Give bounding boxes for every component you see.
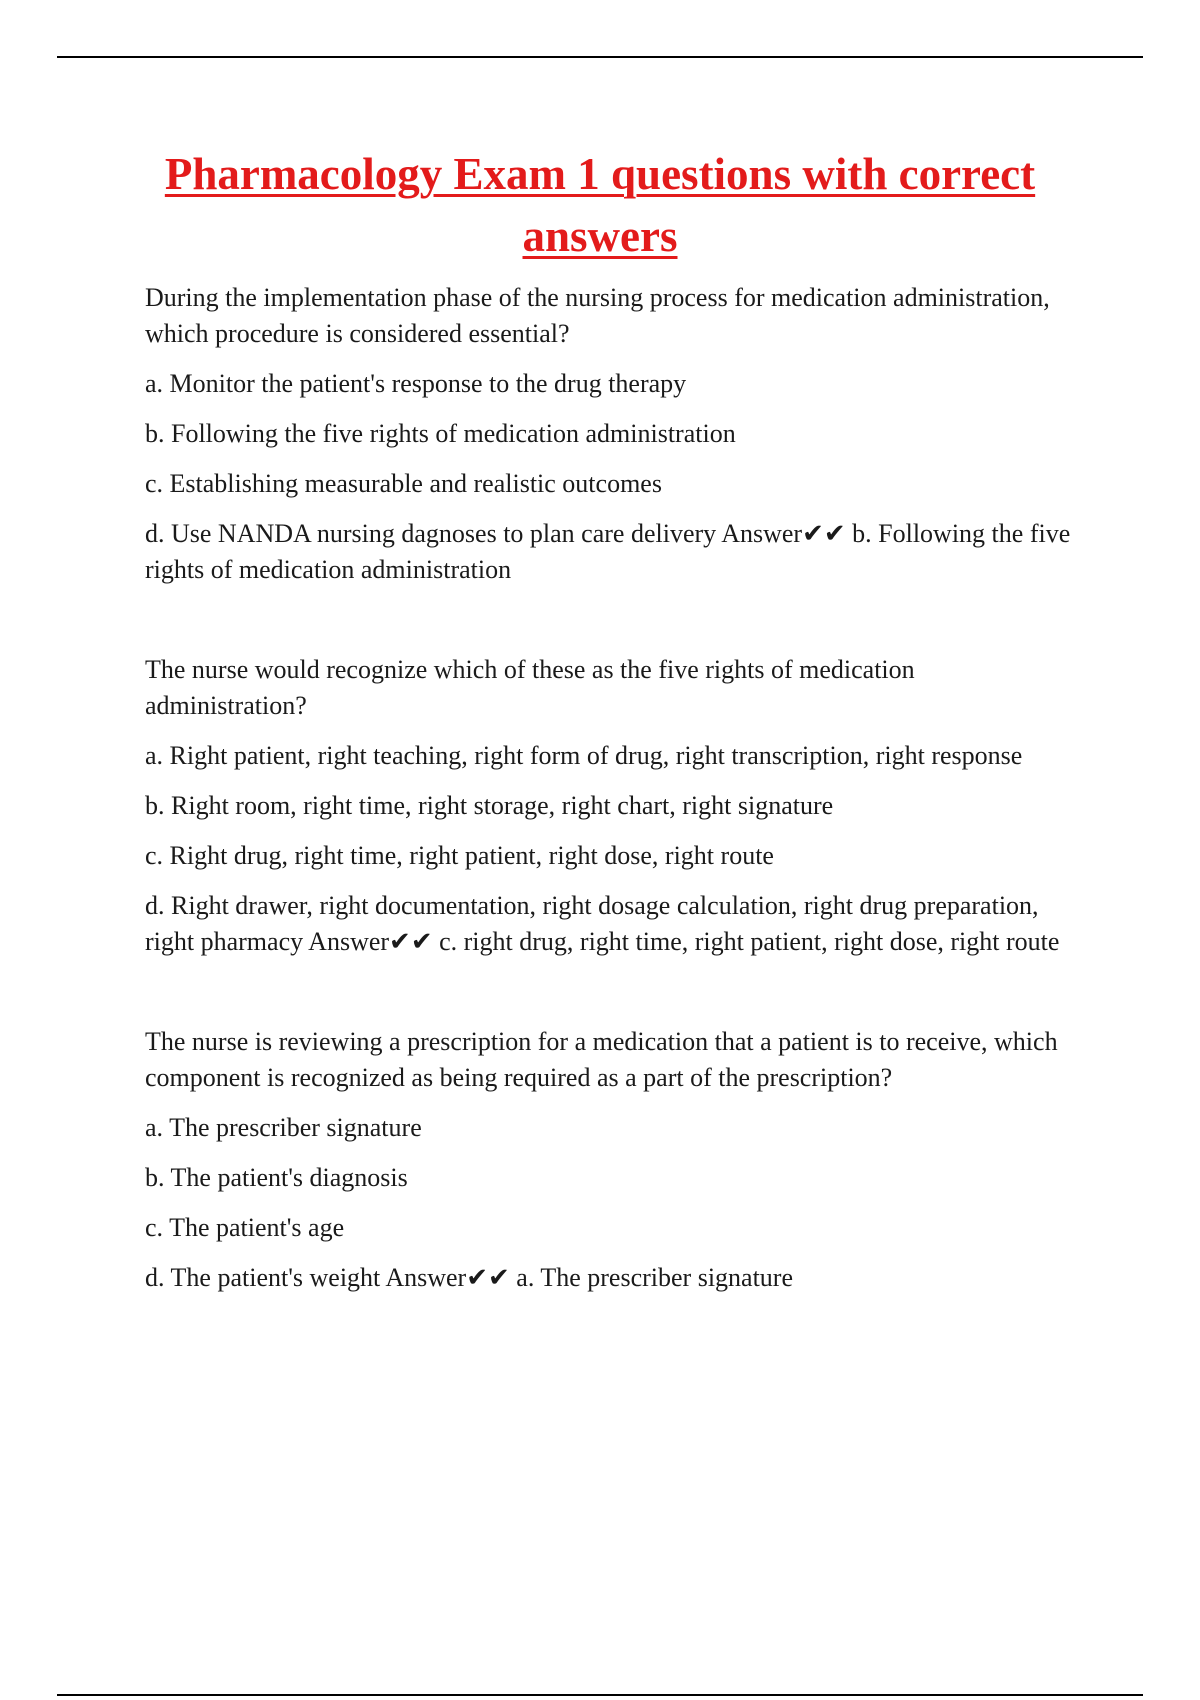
footer-rule	[57, 1694, 1143, 1696]
question-stem: The nurse is reviewing a prescription for a medication that a patient is to receive, which component is recognized as being required as a part of the prescription?	[145, 1027, 1058, 1092]
document-title: Pharmacology Exam 1 questions with correct answers	[164, 149, 1036, 261]
question-block-3	[145, 1024, 1075, 1296]
question-block-1	[145, 280, 1075, 588]
option-d-with-answer: d. Right drawer, right documentation, right dosage calculation, right drug preparation, right pharmacy Answer✔✔ c. right drug, right time, right patient, right dose, right route	[145, 891, 1060, 956]
option-d-with-answer: d. Use NANDA nursing dagnoses to plan care delivery Answer✔✔ b. Following the five rights of medication administration	[145, 519, 1071, 584]
header-rule	[57, 56, 1143, 58]
option-a: a. Right patient, right teaching, right form of drug, right transcription, right response	[145, 741, 1023, 770]
question-stem: During the implementation phase of the nursing process for medication administration, which procedure is considered essential?	[145, 283, 1050, 348]
option-c: c. The patient's age	[145, 1213, 345, 1242]
question-stem: The nurse would recognize which of these as the five rights of medication administration?	[145, 655, 915, 720]
option-d-with-answer: d. The patient's weight Answer✔✔ a. The prescriber signature	[145, 1263, 794, 1292]
question-block-2	[145, 652, 1075, 960]
option-b: b. The patient's diagnosis	[145, 1163, 408, 1192]
option-c: c. Establishing measurable and realistic outcomes	[145, 469, 662, 498]
option-a: a. The prescriber signature	[145, 1113, 422, 1142]
option-a: a. Monitor the patient's response to the drug therapy	[145, 369, 687, 398]
option-b: b. Following the five rights of medication administration	[145, 419, 736, 448]
option-b: b. Right room, right time, right storage, right chart, right signature	[145, 791, 834, 820]
option-c: c. Right drug, right time, right patient, right dose, right route	[145, 841, 774, 870]
question-list	[145, 280, 1075, 1296]
